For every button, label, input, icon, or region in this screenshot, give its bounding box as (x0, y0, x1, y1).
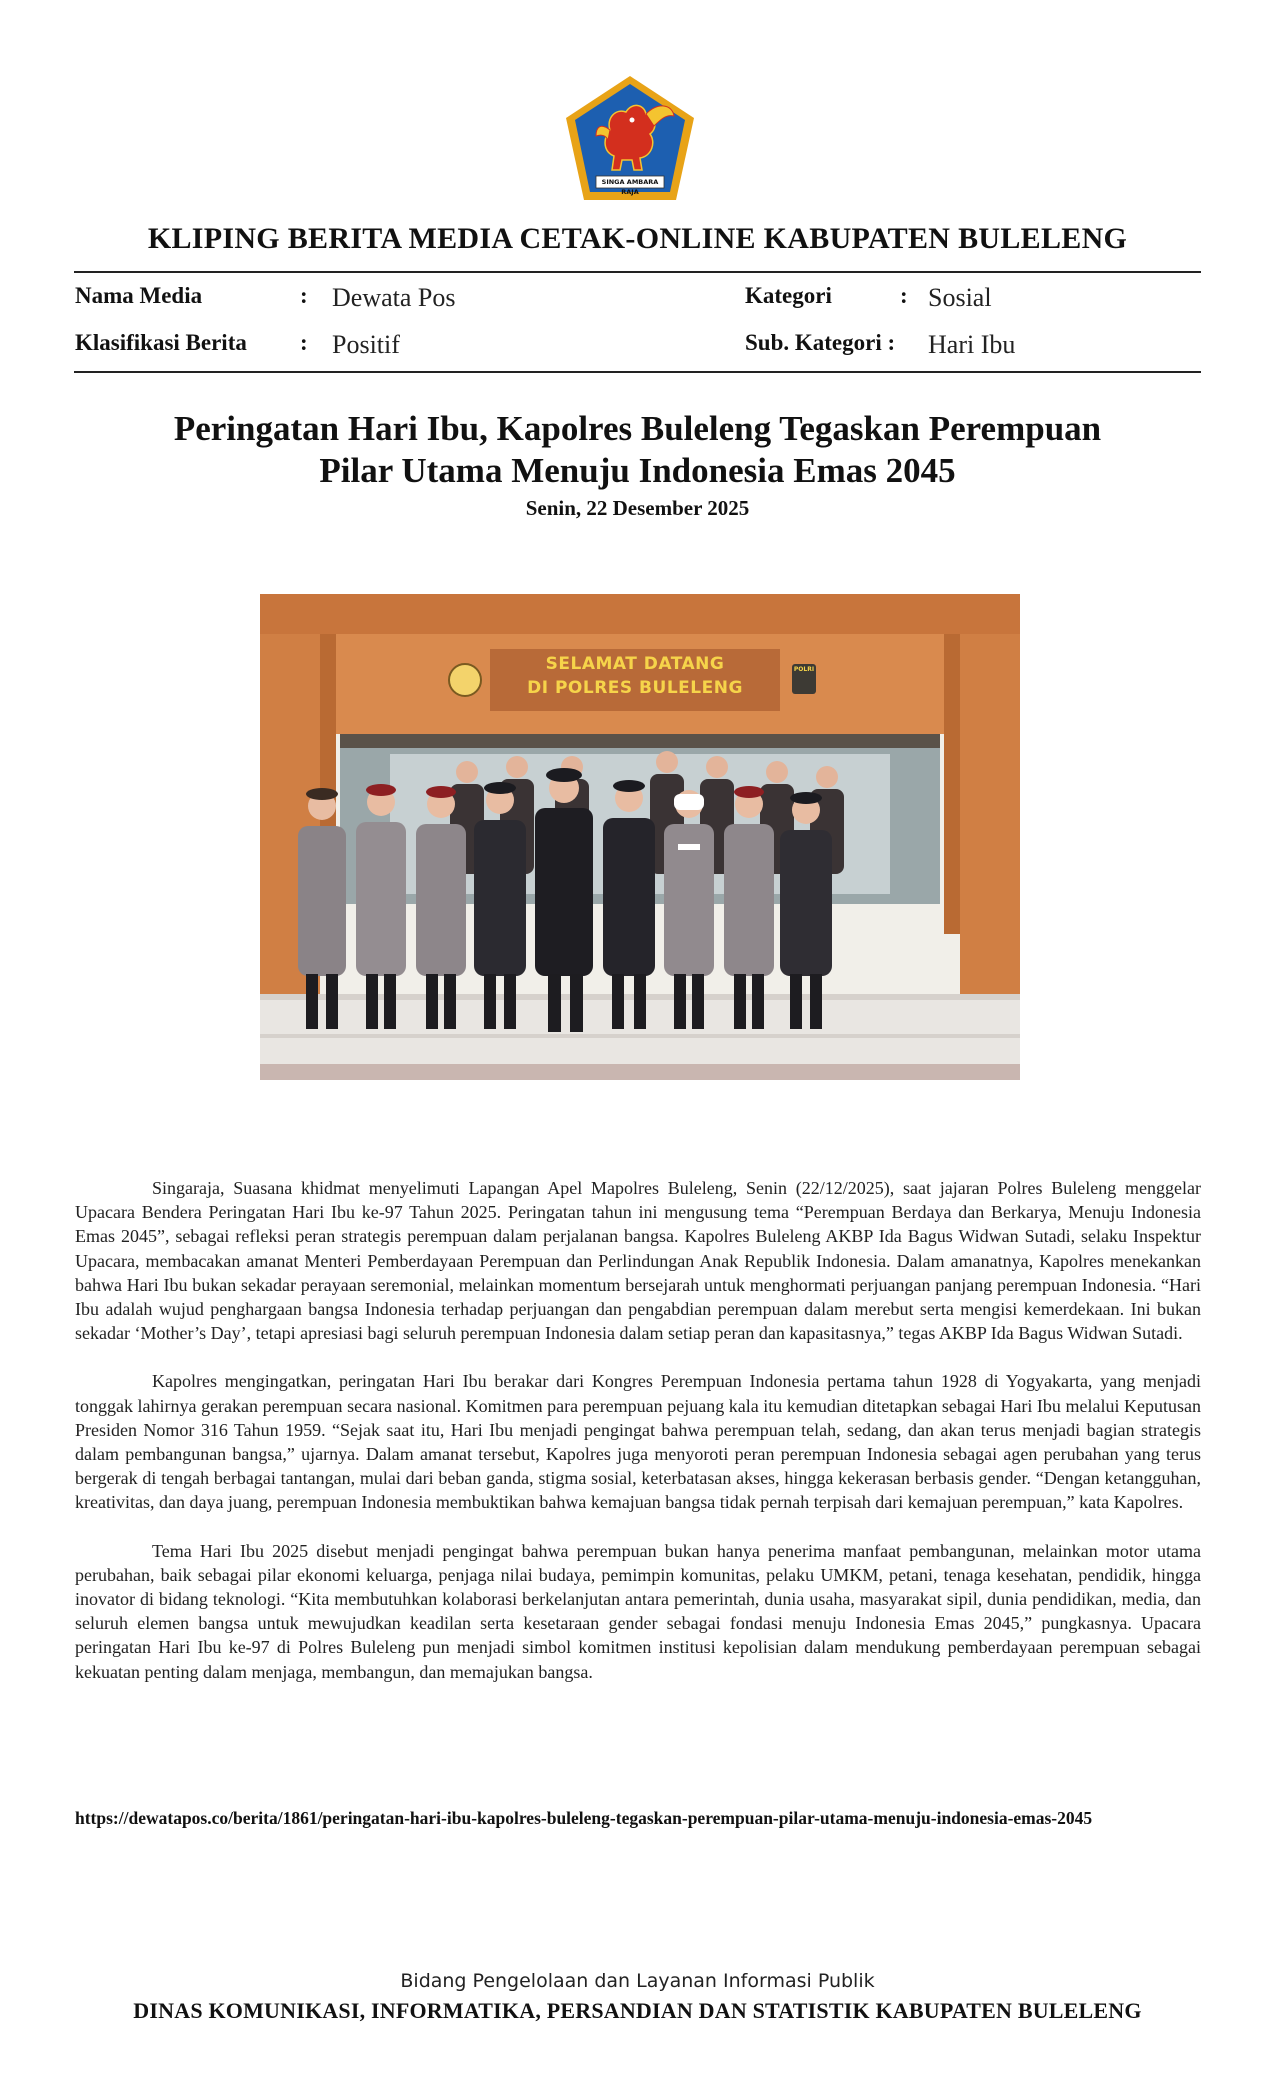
footer-unit: Bidang Pengelolaan dan Layanan Informasi Publik (400, 1970, 875, 1992)
photo-sign-line-1: SELAMAT DATANG (545, 654, 725, 674)
article-body (75, 1176, 1201, 1708)
media-value: Dewata Pos (332, 283, 456, 312)
klasifikasi-colon: : (300, 330, 308, 355)
photo-sign-line-2: DI POLRES BULELENG (527, 678, 743, 698)
media-colon: : (300, 283, 308, 308)
header-top-rule (74, 271, 1201, 273)
article-paragraph-1: Singaraja, Suasana khidmat menyelimuti Lapangan Apel Mapolres Buleleng, Senin (22/12/2025), saat jajaran Polres Buleleng menggelar Upacara Bendera Peringatan Hari Ibu ke-97 Tahun 2025. Peringatan tahun ini mengusung tema “Perempuan Berdaya dan Berkarya, Menuju Indonesia Emas 2045”, sebagai refleksi peran strategis perempuan dalam perjalanan bangsa. Kapolres Buleleng AKBP Ida Bagus Widwan Sutadi, selaku Inspektur Upacara, membacakan amanat Menteri Pemberdayaan Perempuan dan Perlindungan Anak Republik Indonesia. Dalam amanatnya, Kapolres menekankan bahwa Hari Ibu bukan sekadar perayaan seremonial, melainkan momentum bersejarah untuk menghormati perjuangan panjang perempuan Indonesia. “Hari Ibu adalah wujud penghargaan bangsa Indonesia terhadap perjuangan dan pengabdian perempuan dalam merebut serta mengisi kemerdekaan. Ini bukan sekadar ‘Mother’s Day’, tetapi apresiasi bagi seluruh perempuan Indonesia dalam setiap peran dan kapasitasnya,” tegas AKBP Ida Bagus Widwan Sutadi. (75, 1178, 1201, 1344)
front-row-uniforms (298, 808, 832, 976)
source-url-link[interactable]: https://dewatapos.co/berita/1861/peringatan-hari-ibu-kapolres-buleleng-tegaskan-perempuan-pilar-utama-menuju-indonesia-emas-2045 (75, 1808, 1093, 1828)
article-photo (260, 594, 1020, 1080)
footer-agency: DINAS KOMUNIKASI, INFORMATIKA, PERSANDIAN DAN STATISTIK KABUPATEN BULELENG (133, 1998, 1142, 2023)
kategori-colon: : (900, 283, 908, 308)
subkategori-value: Hari Ibu (928, 330, 1016, 359)
kategori-label: Kategori (745, 283, 832, 308)
document-title: KLIPING BERITA MEDIA CETAK-ONLINE KABUPATEN BULELENG (147, 222, 1128, 255)
headline-line-1: Peringatan Hari Ibu, Kapolres Buleleng Tegaskan Perempuan (173, 409, 1102, 448)
media-label: Nama Media (75, 283, 203, 308)
kategori-value: Sosial (928, 283, 992, 312)
photo-badge-text: POLRI (793, 666, 815, 673)
article-paragraph-3: Tema Hari Ibu 2025 disebut menjadi pengingat bahwa perempuan bukan hanya penerima manfaat pembangunan, melainkan motor utama perubahan, baik sebagai pilar ekonomi keluarga, penjaga nilai budaya, pemimpin komunitas, pelaku UMKM, petani, tenaga kesehatan, pendidik, hingga inovator di bidang teknologi. “Kita membutuhkan kolaborasi berkelanjutan antara pemerintah, dunia usaha, masyarakat sipil, dunia pendidikan, media, dan seluruh elemen bangsa untuk mewujudkan keadilan serta kesetaraan gender sebagai fondasi menuju Indonesia Emas 2045,” pungkasnya. Upacara peringatan Hari Ibu ke-97 di Polres Buleleng pun menjadi simbol komitmen institusi kepolisian dalam mendukung pemberdayaan perempuan sebagai kekuatan penting dalam menjaga, membangun, dan memajukan bangsa. (75, 1540, 1201, 1682)
emblem-motto: SINGA AMBARA RAJA (601, 178, 659, 196)
klasifikasi-value: Positif (332, 330, 400, 359)
article-headline (100, 408, 1175, 492)
article-date: Senin, 22 Desember 2025 (525, 496, 750, 520)
klasifikasi-label: Klasifikasi Berita (75, 330, 247, 355)
article-paragraph-2: Kapolres mengingatkan, peringatan Hari Ibu berakar dari Kongres Perempuan Indonesia pertama tahun 1928 di Yogyakarta, yang menjadi tonggak lahirnya gerakan perempuan secara nasional. Komitmen para perempuan pejuang kala itu kemudian ditetapkan sebagai Hari Ibu melalui Keputusan Presiden Nomor 316 Tahun 1959. “Sejak saat itu, Hari Ibu menjadi pengingat bahwa perempuan telah, sedang, dan akan terus menjadi bagian strategis dalam pembangunan bangsa,” ujarnya. Dalam amanat tersebut, Kapolres juga menyoroti peran perempuan Indonesia sebagai agen perubahan yang terus bergerak di tengah berbagai tantangan, mulai dari beban ganda, stigma sosial, keterbatasan akses, hingga kekerasan berbasis gender. “Dengan ketangguhan, kreativitas, dan daya juang, perempuan Indonesia membuktikan bahwa kemajuan bangsa tidak pernah terpisah dari kemajuan perempuan,” kata Kapolres. (75, 1371, 1201, 1513)
header-bottom-rule (74, 371, 1201, 373)
headline-line-2: Pilar Utama Menuju Indonesia Emas 2045 (319, 451, 956, 490)
buleleng-emblem-logo (560, 72, 700, 204)
subkategori-label: Sub. Kategori : (745, 330, 896, 355)
hijab-white (674, 794, 704, 810)
